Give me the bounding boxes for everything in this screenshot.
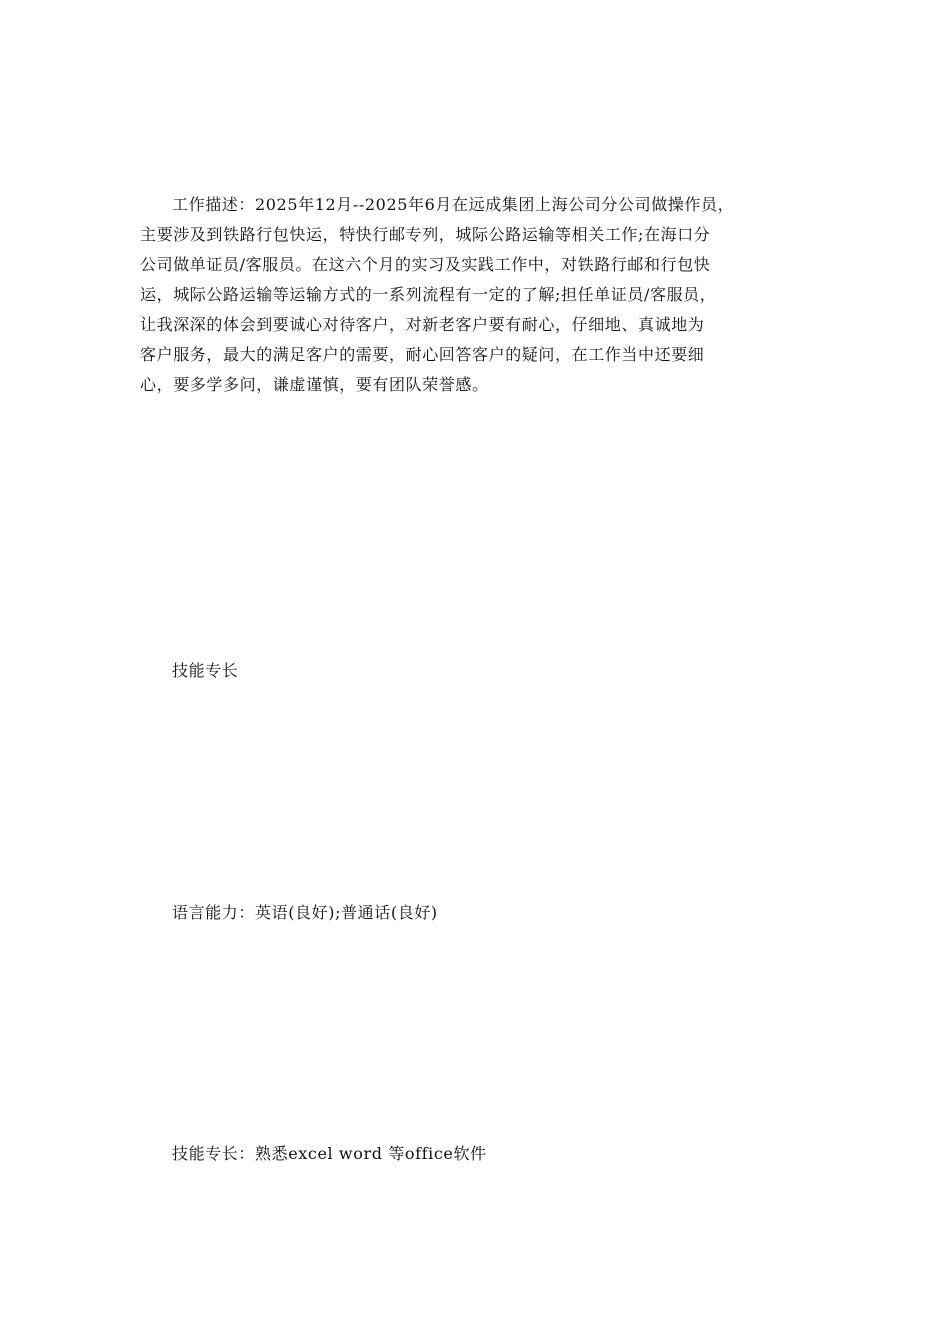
work-line-6: 客户服务，最大的满足客户的需要，耐心回答客户的疑问，在工作当中还要细 bbox=[140, 345, 705, 364]
work-line-3: 公司做单证员/客服员。在这六个月的实习及实践工作中，对铁路行邮和行包快 bbox=[140, 255, 711, 274]
office-skills-text: 技能专长：熟悉excel word 等office软件 bbox=[172, 1144, 487, 1163]
work-line-4: 运，城际公路运输等运输方式的一系列流程有一定的了解;担任单证员/客服员， bbox=[140, 285, 717, 304]
language-ability-text: 语言能力：英语(良好);普通话(良好) bbox=[172, 903, 438, 922]
work-description-paragraph bbox=[140, 190, 810, 400]
skills-heading: 技能专长 bbox=[172, 661, 239, 680]
work-line-5: 让我深深的体会到要诚心对待客户，对新老客户要有耐心，仔细地、真诚地为 bbox=[140, 315, 705, 334]
work-line-2: 主要涉及到铁路行包快运，特快行邮专列，城际公路运输等相关工作;在海口分 bbox=[140, 225, 711, 244]
work-line-7: 心，要多学多问，谦虚谨慎，要有团队荣誉感。 bbox=[140, 375, 489, 394]
work-line-1: 工作描述：2025年12月--2025年6月在远成集团上海公司分公司做操作员， bbox=[172, 195, 735, 214]
